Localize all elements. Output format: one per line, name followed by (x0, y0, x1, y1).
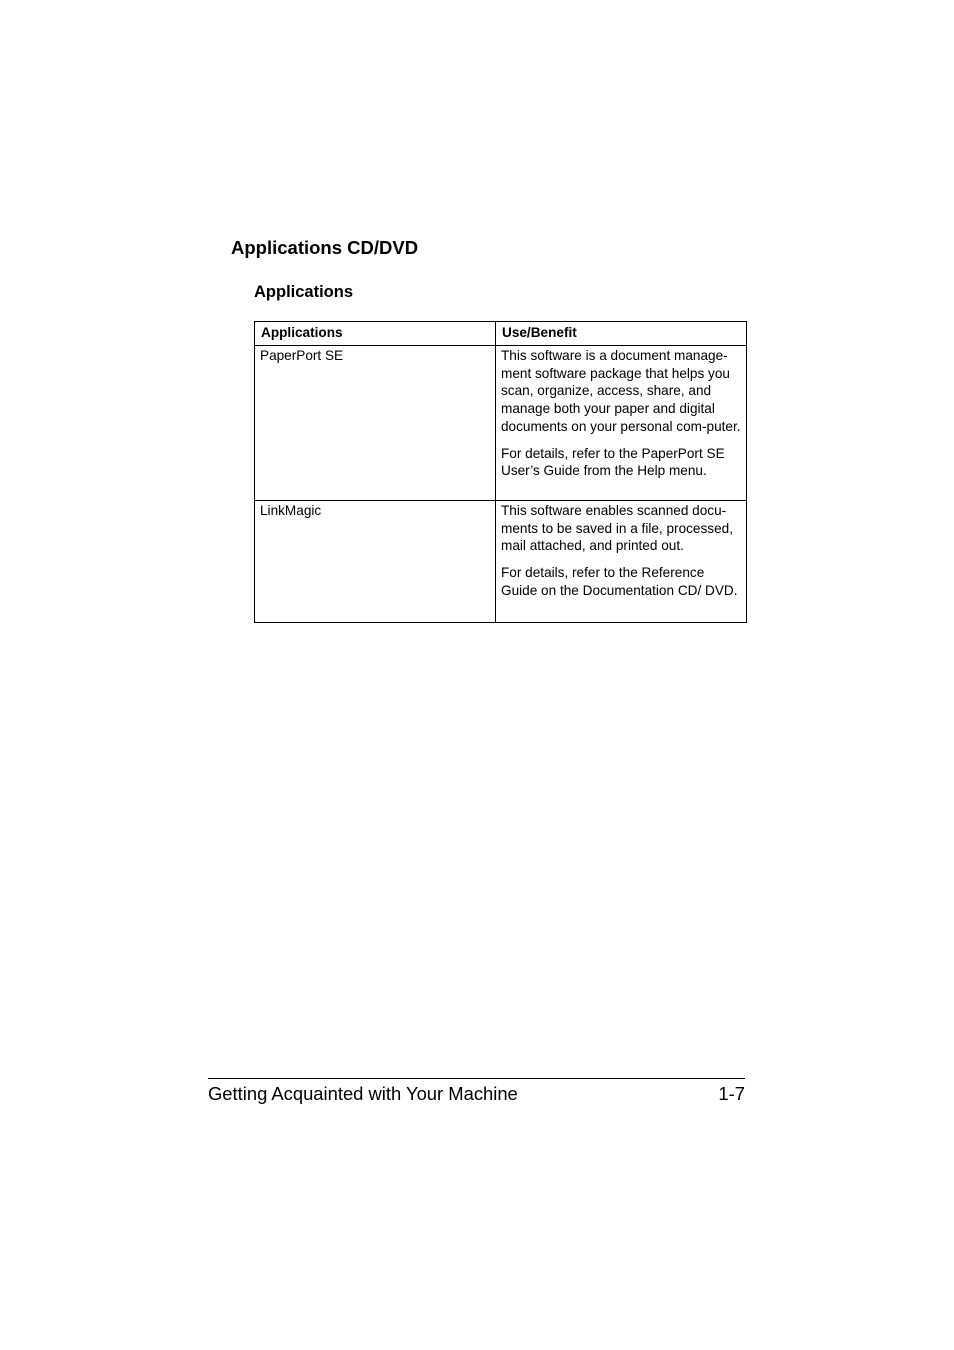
table-header-row (255, 322, 747, 346)
footer-divider (208, 1078, 745, 1079)
benefit-paragraph: For details, refer to the PaperPort SE User’s Guide from the Help menu. (501, 445, 725, 479)
column-header-use-benefit: Use/Benefit (496, 322, 747, 346)
column-header-applications: Applications (255, 322, 496, 346)
footer-chapter-title: Getting Acquainted with Your Machine (208, 1083, 518, 1104)
applications-table (254, 321, 747, 623)
application-name-cell: PaperPort SE (255, 346, 496, 501)
use-benefit-cell (496, 501, 747, 623)
section-title: Applications CD/DVD (231, 237, 419, 258)
application-name-cell: LinkMagic (255, 501, 496, 623)
benefit-paragraph: This software enables scanned docu-ments to be saved in a file, processed, mail attached, and printed out. (501, 503, 733, 554)
benefit-paragraph: For details, refer to the Reference Guide on the Documentation CD/ DVD. (501, 565, 738, 598)
subsection-title: Applications (254, 283, 354, 301)
table-row (255, 346, 747, 501)
use-benefit-cell (496, 346, 747, 501)
footer-page-number: 1-7 (718, 1083, 745, 1104)
benefit-paragraph: This software is a document manage-ment software package that helps you scan, organize, access, share, and manage both your paper and digital documents on your personal com-puter. (501, 348, 741, 434)
table-row (255, 501, 747, 623)
